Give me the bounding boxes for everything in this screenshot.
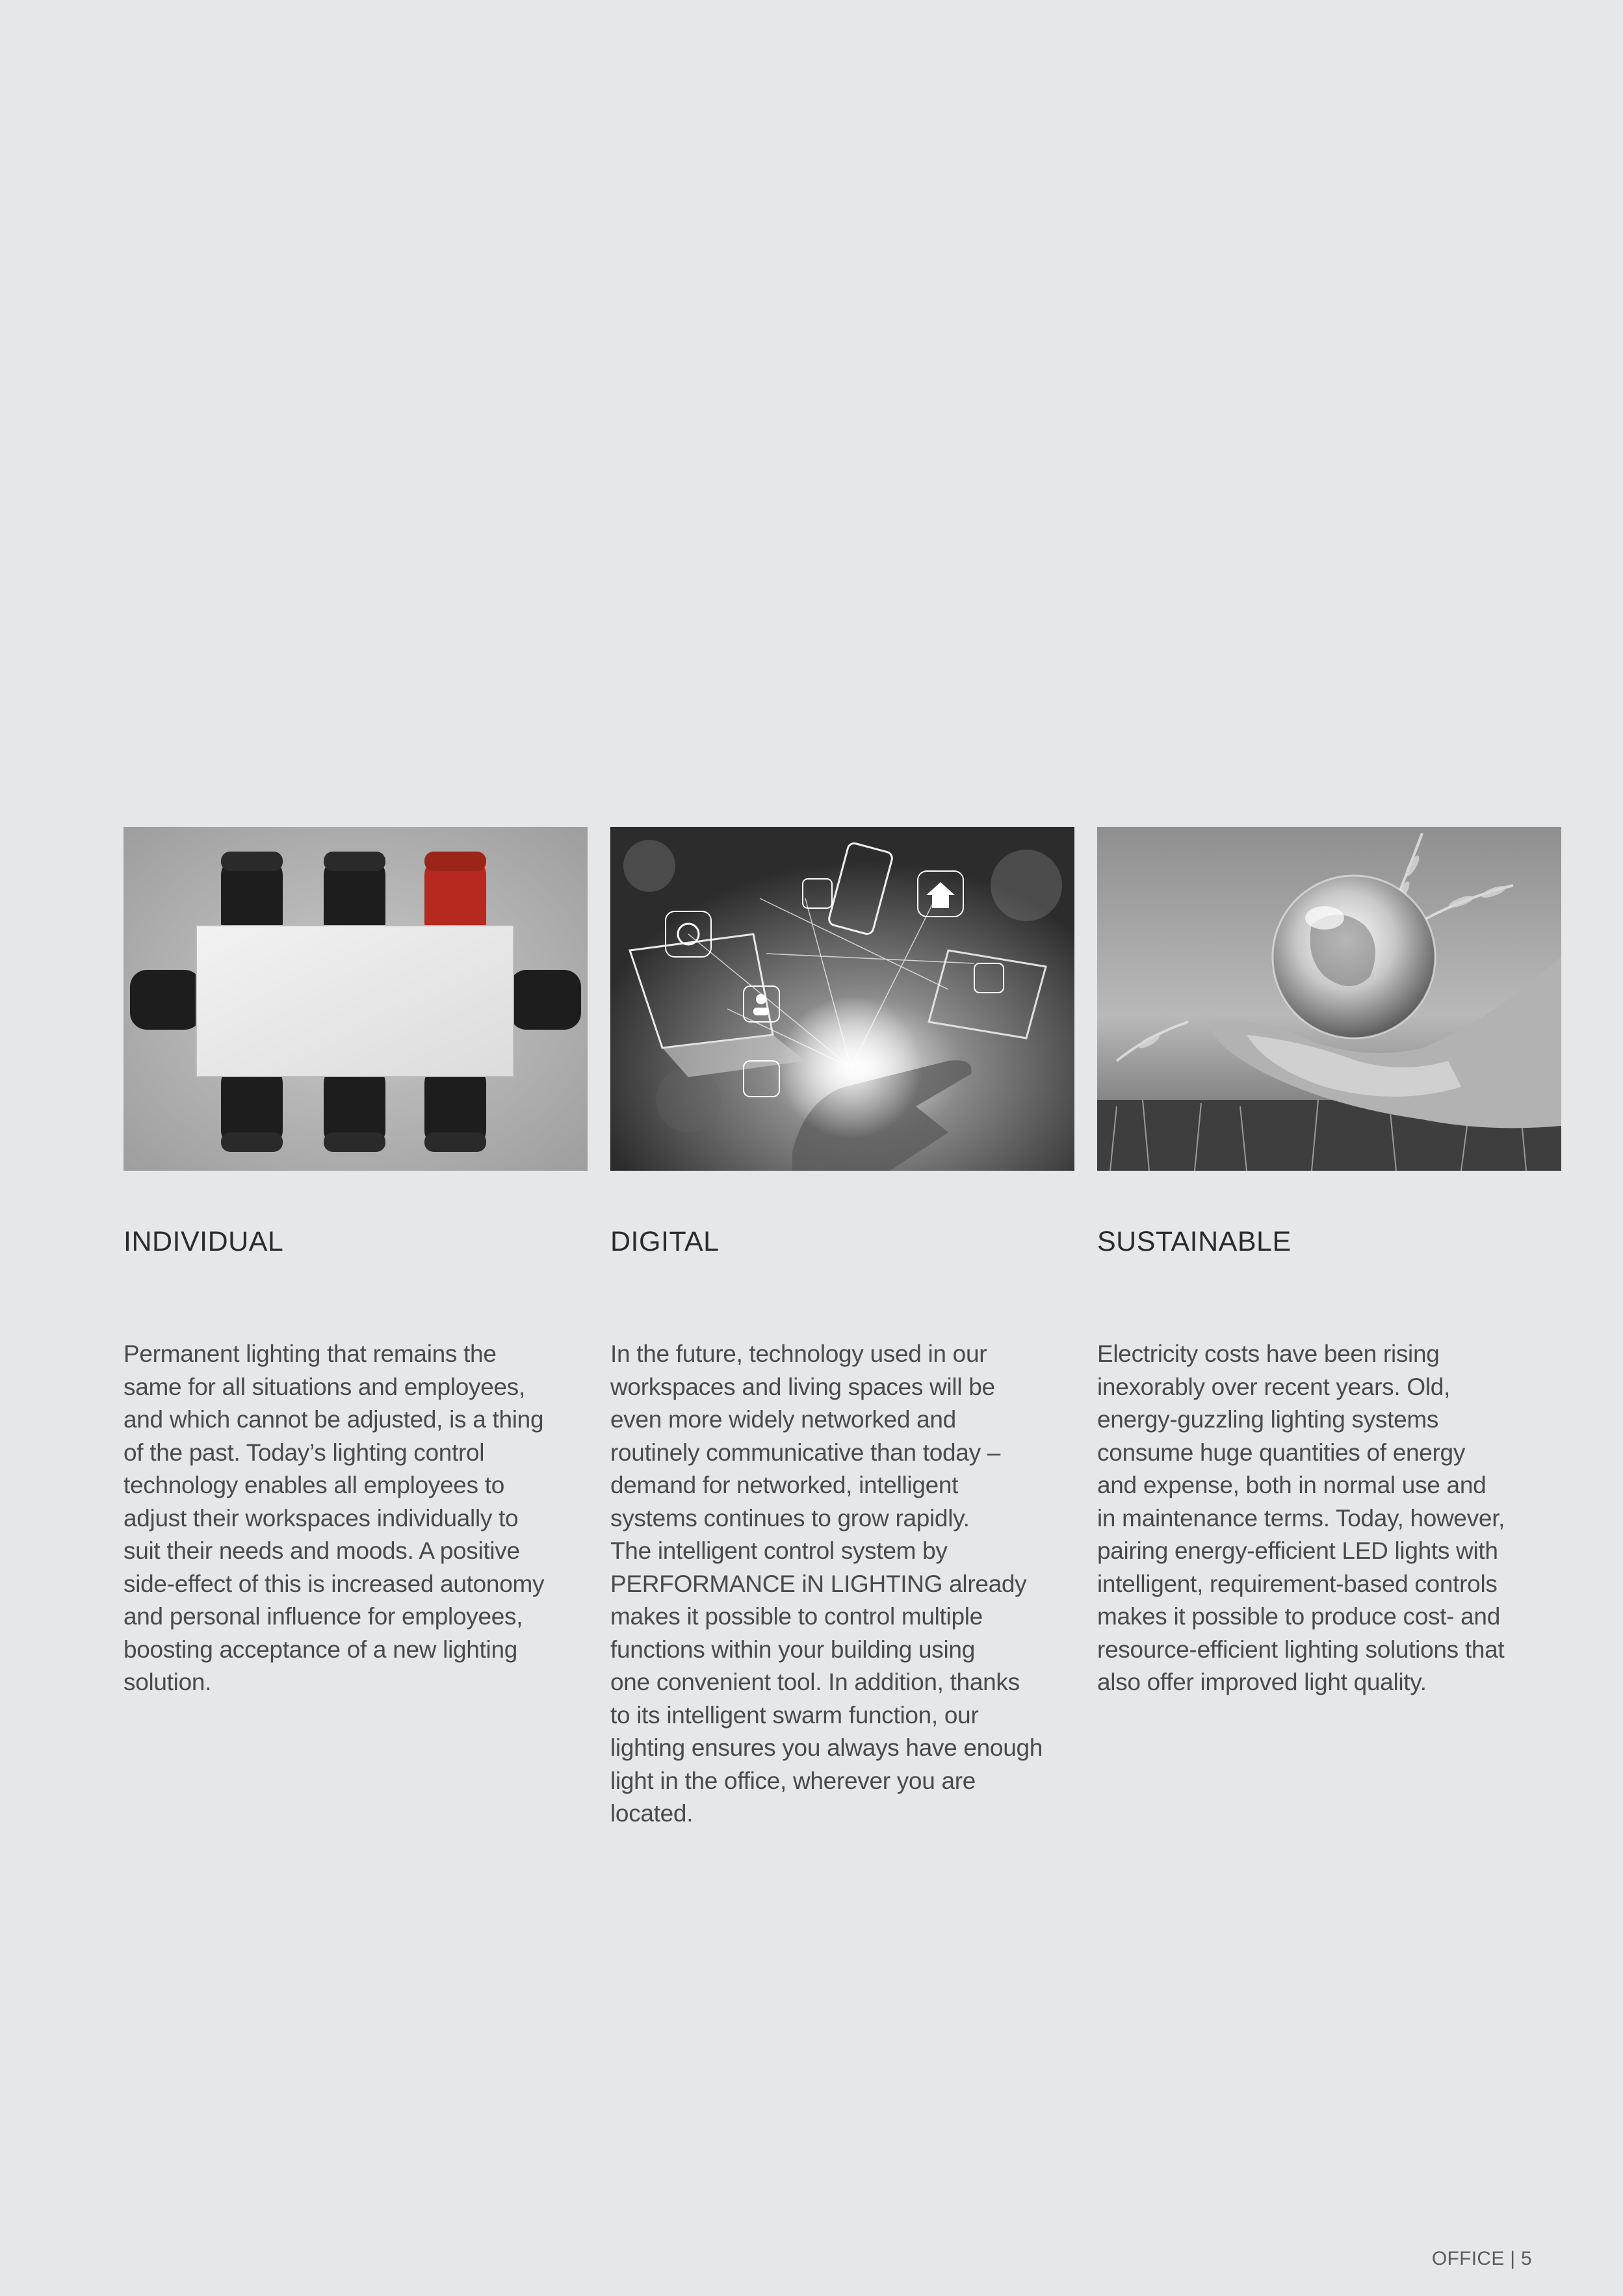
section-body: Electricity costs have been rising inexorably over recent years. Old, energy-guzzling lighting systems consume huge quantities of energy and expense, both in normal use and in maintenance terms. Today, however, pairing energy-efficient LED lights with intelligent, requirement-based controls makes it possible to produce cost- and resource-efficient lighting solutions that also offer improved light quality. [1097, 1340, 1505, 1695]
page-footer: OFFICE | 5 [1431, 2248, 1532, 2269]
section-body: In the future, technology used in our workspaces and living spaces will be even more widely networked and routinely communicative than today – demand for networked, intelligent systems continues to grow rapidly. The intelligent control system by PERFORMANCE iN LIGHTING already makes it possible to control multiple functions within your building using one convenient tool. In addition, thanks to its intelligent swarm function, our lighting ensures you always have enough light in the office, wherever you are located. [610, 1340, 1043, 1827]
conference-table-photo [123, 827, 588, 1171]
section-heading: DIGITAL [610, 1226, 720, 1257]
section-heading: INDIVIDUAL [123, 1226, 284, 1257]
section-body: Permanent lighting that remains the same for all situations and employees, and which cannot be adjusted, is a thing of the past. Today’s lighting control technology enables all employees to adjust their workspaces individually to suit their needs and moods. A positive side-effect of this is increased autonomy and personal influence for employees, boosting acceptance of a new lighting solution. [123, 1340, 545, 1695]
network-devices-photo [610, 827, 1074, 1171]
column-individual [123, 827, 588, 1699]
globe-in-hands-photo [1097, 827, 1561, 1171]
column-digital [610, 827, 1074, 1831]
column-sustainable [1097, 827, 1561, 1699]
section-heading: SUSTAINABLE [1097, 1226, 1292, 1257]
